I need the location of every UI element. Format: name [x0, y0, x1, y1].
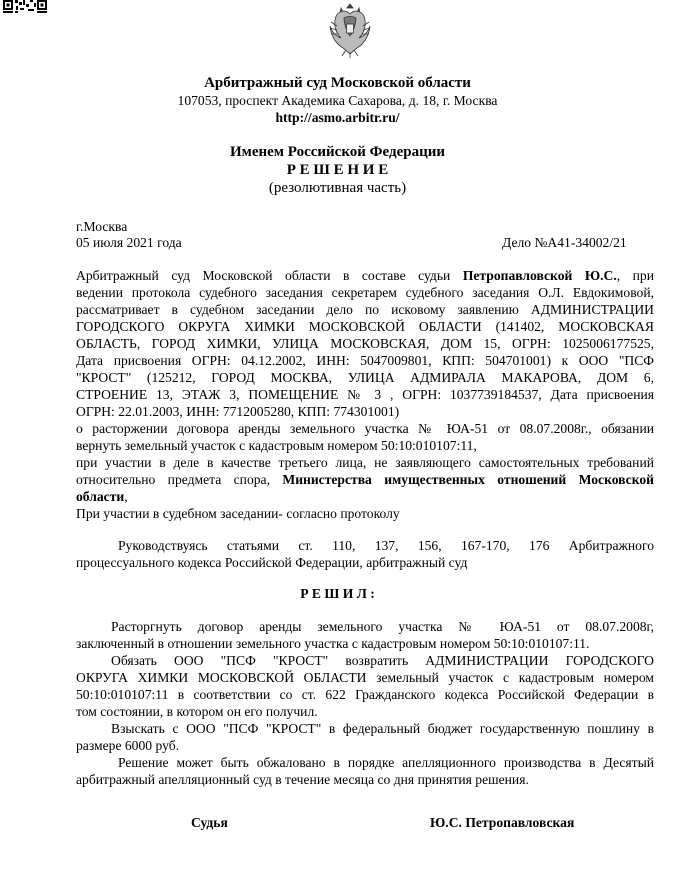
resolution-line: 50:10:010107:11 в соответствии со ст. 622 Гражданского кодекса Российской Федерации в: [76, 687, 654, 702]
text-fragment: относительно предмета спора,: [76, 472, 283, 487]
decided-heading: Р Е Ш И Л :: [300, 586, 375, 601]
body-line: СТРОЕНИЕ 13, ЭТАЖ 3, ПОМЕЩЕНИЕ № 3 , ОГРН: 1037739184537, Дата присвоения: [76, 387, 654, 402]
case-number: Дело №А41-34002/21: [502, 235, 627, 250]
judge-name: Петропавловской Ю.С.: [462, 268, 617, 283]
resolution-line: ОКРУГА ХИМКИ МОСКОВСКОЙ ОБЛАСТИ земельный участок с кадастровым номером: [76, 670, 654, 685]
resolution-line: Взыскать с ООО "ПСФ "КРОСТ" в федеральный бюджет государственную пошлину в: [111, 721, 654, 736]
court-name: Арбитражный суд Московской области: [204, 75, 471, 91]
body-line: вернуть земельный участок с кадастровым номером 50:10:010107:11,: [76, 438, 477, 453]
signature-title: Судья: [191, 815, 228, 830]
body-line: Руководствуясь статьями ст. 110, 137, 156, 167-170, 176 Арбитражного: [118, 538, 654, 553]
body-line: [76, 267, 654, 284]
text-fragment: Арбитражный суд Московской области в составе судьи: [76, 268, 463, 283]
body-line: "КРОСТ" (125212, ГОРОД МОСКВА, УЛИЦА АДМИРАЛА МАКАРОВА, ДОМ 6,: [76, 370, 654, 385]
body-line: [76, 488, 654, 505]
body-line: процессуального кодекса Российской Федерации, арбитражный суд: [76, 555, 468, 570]
body-line: При участии в судебном заседании- согласно протоколу: [76, 506, 400, 521]
body-line: ведении протокола судебного заседания секретарем судебного заседания О.Л. Евдокимовой,: [76, 285, 654, 300]
resolution-line: Расторгнуть договор аренды земельного участка № ЮА-51 от 08.07.2008г,: [111, 619, 654, 634]
qr-code-image: [3, 0, 47, 13]
signature-name: Ю.С. Петропавловская: [430, 815, 575, 830]
body-line: [76, 471, 654, 488]
court-address: 107053, проспект Академика Сахарова, д. 18, г. Москва: [177, 93, 498, 108]
body-line: о расторжении договора аренды земельного участка № ЮА-51 от 08.07.2008г., обязании: [76, 421, 654, 436]
text-fragment: , при: [616, 268, 654, 283]
court-url: http://asmo.arbitr.ru/: [275, 110, 400, 125]
resolution-line: Решение может быть обжаловано в порядке апелляционного производства в Десятый: [118, 755, 654, 770]
heading-federation: Именем Российской Федерации: [229, 144, 446, 160]
third-party-name: Министерства имущественных отношений Московской: [282, 472, 654, 487]
resolution-line: заключенный в отношении земельного участка с кадастровым номером 50:10:010107:11.: [76, 636, 590, 651]
body-line: Дата присвоения ОГРН: 04.12.2002, ИНН: 5047009801, КПП: 504701001) к ООО "ПСФ: [76, 353, 654, 368]
resolution-line: арбитражный апелляционный суд в течение месяца со дня принятия решения.: [76, 772, 529, 787]
city: г.Москва: [76, 219, 128, 234]
resolution-line: Обязать ООО "ПСФ "КРОСТ" возвратить АДМИНИСТРАЦИИ ГОРОДСКОГО: [111, 653, 654, 668]
text-fragment: ,: [124, 489, 128, 504]
decision-date: 05 июля 2021 года: [76, 235, 182, 250]
heading-decision: Р Е Ш Е Н И Е: [286, 162, 389, 178]
body-line: ГОРОДСКОГО ОКРУГА ХИМКИ МОСКОВСКОЙ ОБЛАСТИ (141402, МОСКОВСКАЯ: [76, 319, 654, 334]
body-line: при участии в деле в качестве третьего лица, не заявляющего самостоятельных требований: [76, 455, 654, 470]
coat-of-arms-emblem: [327, 0, 373, 60]
body-line: рассматривает в судебном заседании дело по исковому заявлению АДМИНИСТРАЦИИ: [76, 302, 654, 317]
body-line: ОБЛАСТЬ, ГОРОД ХИМКИ, УЛИЦА МОСКОВСКАЯ, ДОМ 15, ОГРН: 1025006177525,: [76, 336, 654, 351]
resolution-line: размере 6000 руб.: [76, 738, 180, 753]
resolution-line: том состоянии, в котором он его получил.: [76, 704, 318, 719]
heading-resolution-part: (резолютивная часть): [268, 180, 407, 196]
body-line: ОГРН: 22.01.2003, ИНН: 7712005280, КПП: 774301001): [76, 404, 400, 419]
third-party-name-cont: области: [76, 489, 125, 504]
